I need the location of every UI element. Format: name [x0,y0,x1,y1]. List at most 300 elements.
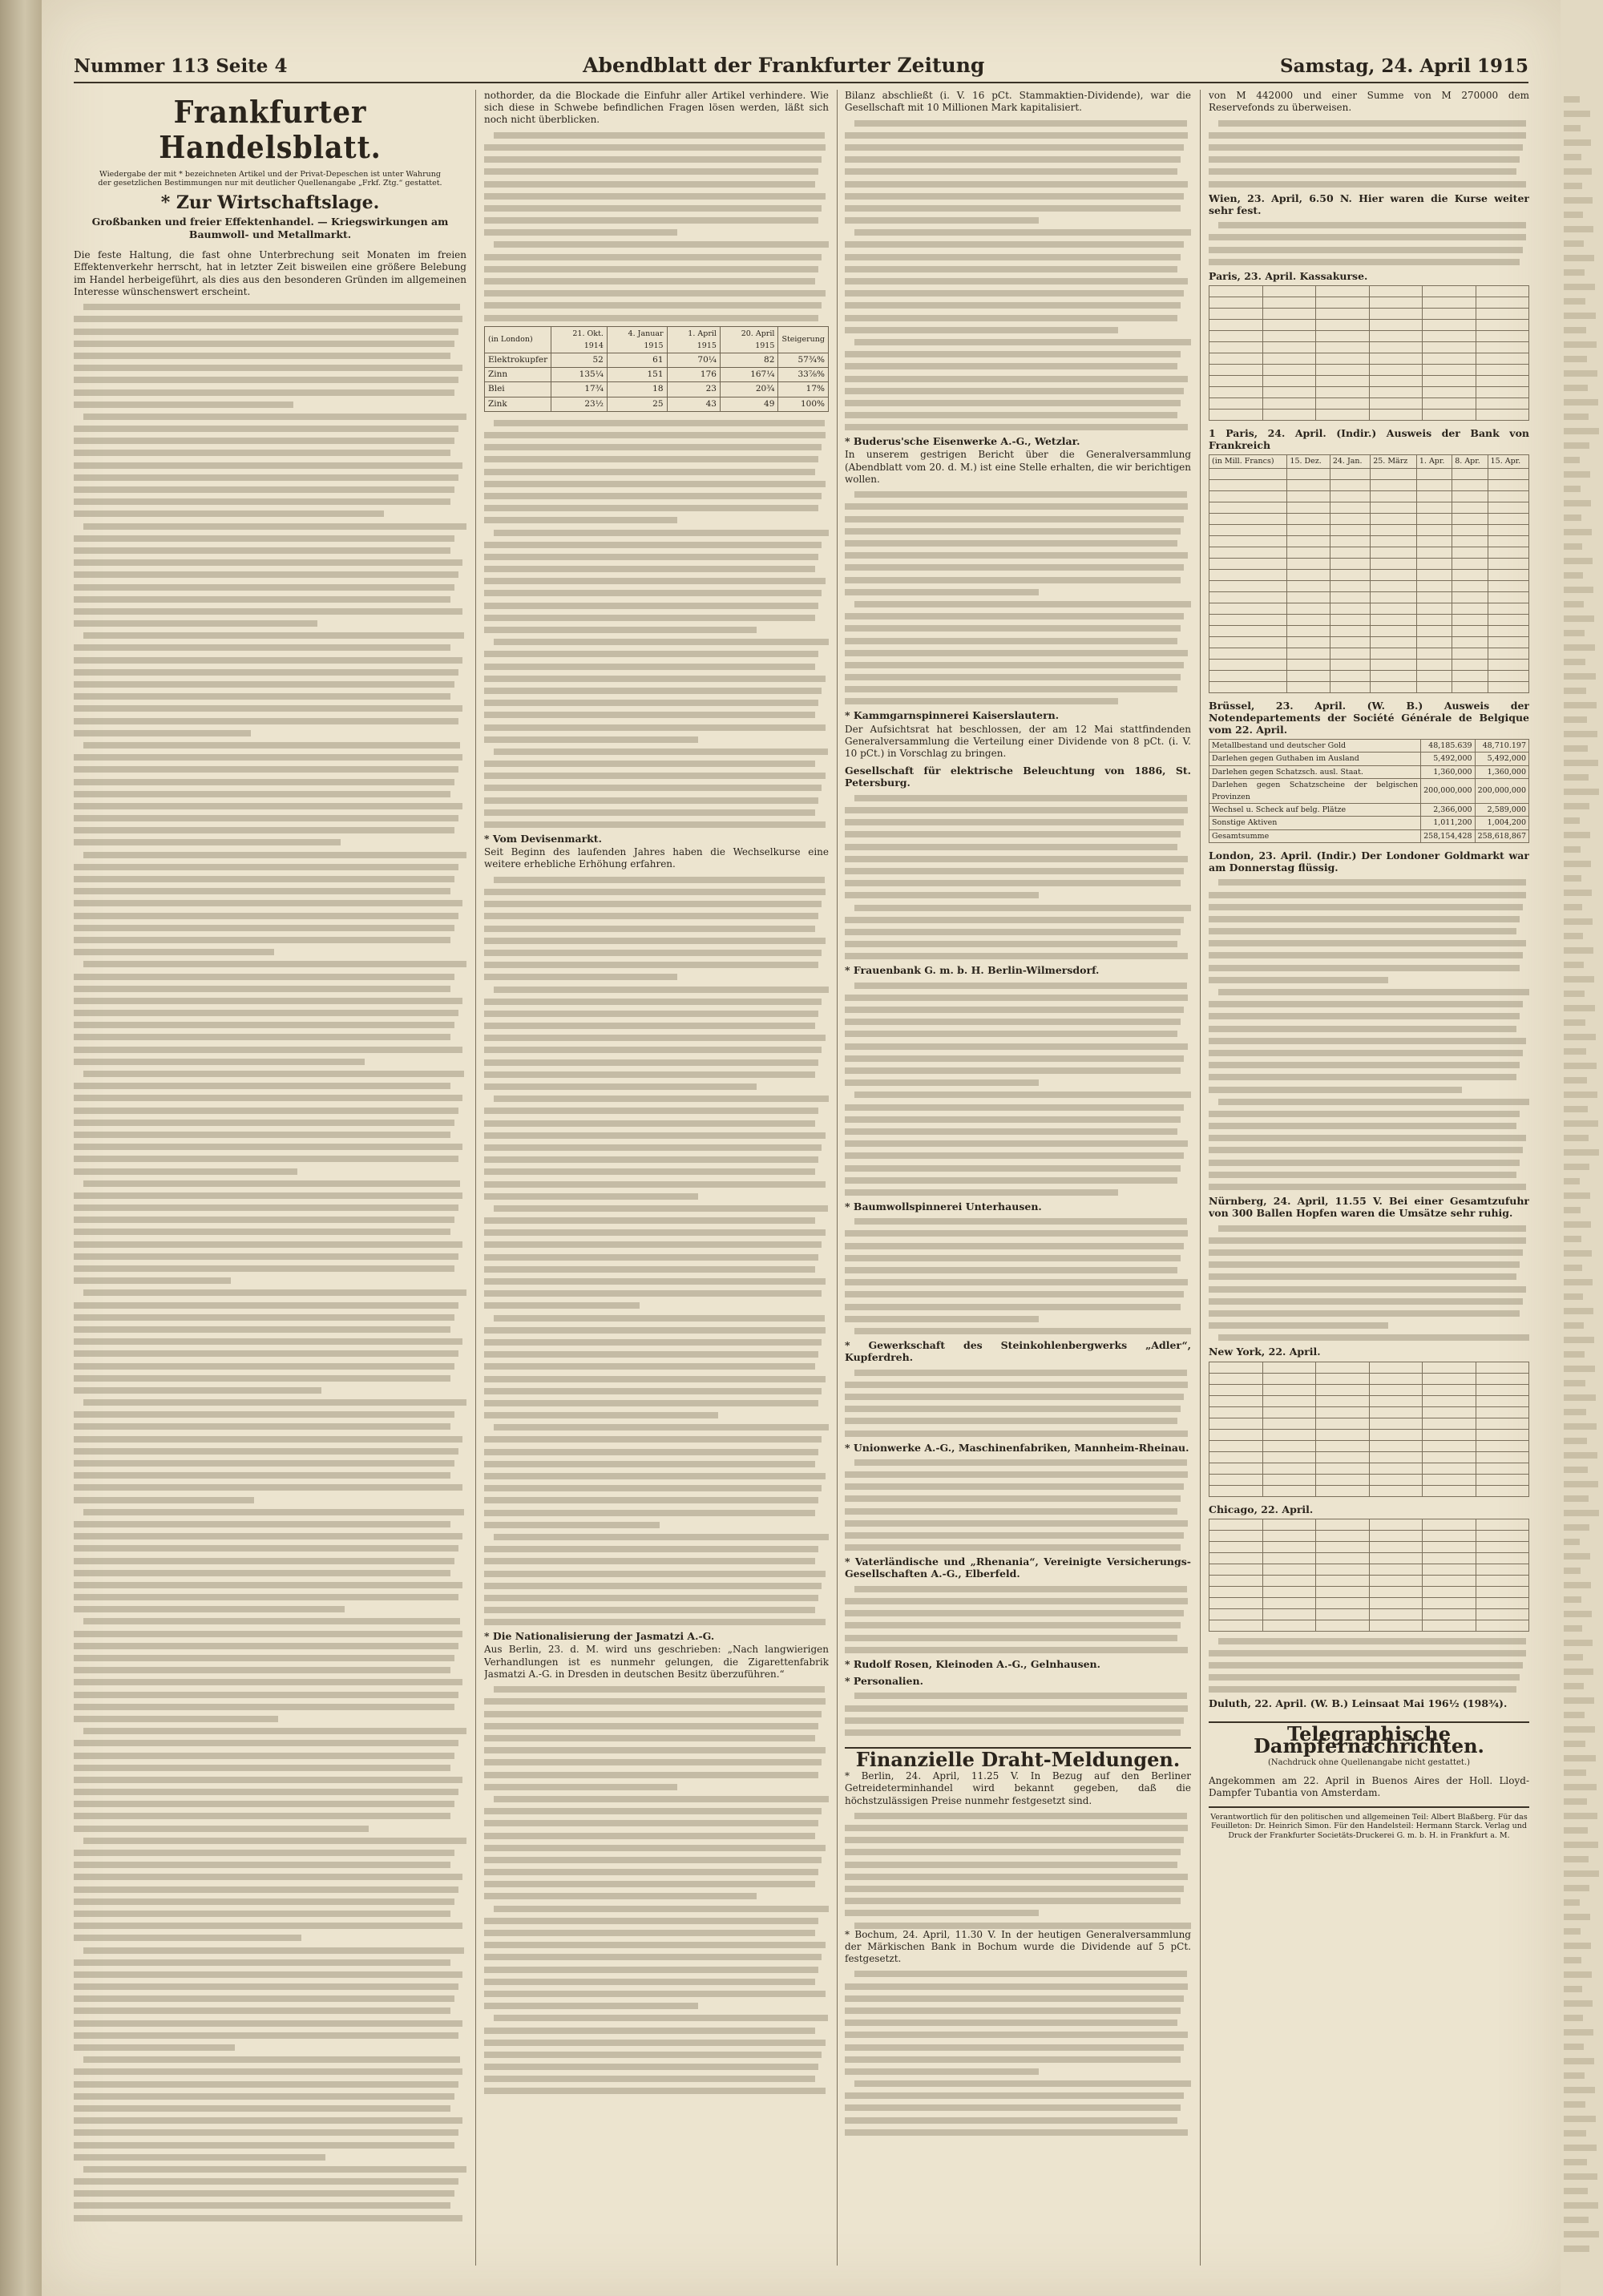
table-cell [1330,468,1370,479]
table-header: 8. Apr. [1452,455,1488,468]
table-cell [1452,479,1488,490]
ghost-text-line [1564,428,1599,434]
body-text [845,1693,1191,1736]
text-line [74,1034,450,1040]
table-cell [1423,1474,1476,1485]
article-continuation: Bilanz abschließt (i. V. 16 pCt. Stammaktien-Dividende), war die Gesellschaft mit 10 Millionen Mark kapitalisiert. [845,90,1191,114]
text-line [74,474,458,481]
text-line [484,1351,818,1358]
text-line [484,266,818,272]
table-cell [1369,1395,1423,1406]
text-line [845,1729,1181,1736]
text-line [484,1979,815,1985]
table-row [1209,804,1529,817]
body-text [74,304,466,2221]
table-row [1209,740,1529,753]
table-cell [1316,1564,1370,1575]
text-line [1209,1074,1516,1080]
text-line [484,554,818,560]
table-cell [1476,397,1529,409]
table-row [1209,765,1529,778]
table-cell [1287,591,1330,603]
table-cell [1423,308,1476,319]
text-line [484,1595,818,1601]
text-line [484,493,822,499]
text-line [1209,1662,1523,1669]
table-cell [1262,1418,1316,1429]
table-cell: 82 [720,353,777,368]
table-cell [1262,1597,1316,1608]
text-line [1209,1322,1388,1329]
table-cell [1262,353,1316,364]
text-line [845,1495,1181,1502]
ghost-text-line [1564,1077,1587,1083]
ghost-text-line [1564,1394,1596,1401]
table-cell [1371,468,1417,479]
table-cell [1209,1620,1263,1631]
text-line [845,807,1188,813]
text-line [484,1217,815,1224]
text-line [74,1533,462,1539]
table-cell [1287,636,1330,648]
text-line [74,1886,458,1893]
table-cell [1262,375,1316,386]
ghost-text-line [1564,1092,1597,1098]
table-cell [1488,479,1528,490]
table-cell [1416,681,1452,692]
text-line [74,2081,458,2088]
text-line [74,2154,325,2161]
table-cell [1287,558,1330,569]
ghost-text-line [1564,2246,1589,2252]
table-cell [1423,330,1476,341]
text-line [845,1019,1181,1025]
text-line [1209,247,1523,253]
text-line [845,1532,1184,1539]
text-line [74,1436,462,1443]
table-cell: 17% [778,382,829,397]
text-line [484,1747,826,1753]
ghost-text-line [1564,1885,1589,1891]
text-line [845,1610,1184,1616]
ghost-text-line [1564,2101,1585,2108]
ghost-text-line [1564,327,1586,333]
ghost-text-line [1564,1957,1581,1963]
ghost-text-line [1564,1207,1581,1213]
table-cell [1262,1530,1316,1541]
text-line [74,389,454,396]
reprint-note: (Nachdruck ohne Quellenangabe nicht gestattet.) [1267,1758,1471,1768]
ghost-text-line [1564,1452,1597,1459]
text-line [1209,156,1520,163]
body-text [845,491,1191,704]
text-line [845,929,1181,935]
table-row [1209,490,1529,502]
text-line [854,1092,1191,1098]
text-line [494,2015,828,2021]
ghost-text-line [1564,630,1585,636]
table-cell [1287,603,1330,614]
table-cell [1330,603,1370,614]
text-line [845,1152,1184,1159]
text-line [494,1686,825,1693]
ghost-text-line [1564,125,1581,131]
text-line [74,1582,462,1588]
text-line [74,1801,454,1807]
table-cell [1209,319,1263,330]
table-cell [1423,319,1476,330]
table-cell: 48,185.639 [1421,740,1475,753]
text-line [74,1192,462,1199]
table-row [1209,778,1529,803]
ghost-text-line [1564,255,1594,261]
text-line [74,1606,345,1612]
text-line [74,1704,454,1710]
table-row [1209,1586,1529,1597]
text-line [484,1229,826,1236]
text-line [74,341,454,347]
text-line [484,1723,818,1729]
text-line [854,905,1191,911]
text-line [1209,916,1520,922]
table-cell [1330,591,1370,603]
body-text [1209,1638,1529,1693]
text-line [484,1193,698,1200]
table-cell: 18 [607,382,667,397]
ghost-text-line [1564,168,1592,175]
text-line [1209,234,1526,240]
table-cell [1262,330,1316,341]
table-row [1209,1541,1529,1552]
article-title: * Zur Wirtschaftslage. [160,192,380,213]
text-line [1209,1650,1526,1656]
text-line [484,205,822,212]
text-line [484,590,822,596]
text-line [484,1120,815,1127]
table-cell [1330,479,1370,490]
text-line [845,1279,1188,1285]
table-cell [1316,1440,1370,1451]
text-line [74,2129,458,2136]
text-line [845,844,1177,850]
table-cell [1423,1519,1476,1530]
ghost-text-line [1564,1568,1581,1574]
table-row [1209,558,1529,569]
body-text [484,132,829,321]
text-line [845,2020,1177,2026]
ghost-text-line [1564,2159,1587,2165]
text-line [74,1059,365,1065]
text-line [74,1120,454,1126]
table-row [485,368,829,382]
text-line [74,559,462,566]
text-line [845,2007,1181,2014]
table-cell [1209,1451,1263,1463]
text-line [845,577,1181,583]
text-line [1209,1184,1526,1190]
text-line [74,1558,454,1564]
text-line [1209,1286,1526,1293]
table-cell [1209,330,1263,341]
text-line [83,1180,460,1187]
table-cell: 23 [667,382,720,397]
text-line [74,779,454,785]
table-row [1209,353,1529,364]
table-cell [1452,468,1488,479]
table-row [1209,297,1529,308]
table-row [1209,308,1529,319]
table-cell [1452,636,1488,648]
text-line [74,1594,458,1600]
text-line [74,803,462,809]
column-rule [837,90,838,2266]
table-cell [1316,1608,1370,1620]
table-cell [1488,547,1528,558]
table-cell [1371,625,1417,636]
text-line [494,1205,828,1212]
table-cell [1209,681,1287,692]
text-line [484,517,677,523]
table-row [1209,330,1529,341]
text-line [484,1735,815,1741]
ghost-text-line [1564,644,1595,651]
text-line [845,412,1177,418]
ghost-text-line [1564,731,1597,737]
table-cell [1476,1395,1529,1406]
table-cell: Gesamtsumme [1209,829,1421,842]
ghost-text-line [1564,1495,1589,1502]
text-line [74,498,450,505]
ghost-text-line [1564,1928,1581,1935]
text-line [484,627,757,633]
text-line [1218,1225,1526,1232]
article-continuation: nothorder, da die Blockade die Einfuhr aller Artikel verhindere. Wie sich diese in Schwebe befindlichen Fragen lösen werden, läßt sich noch nicht überblicken. [484,90,829,126]
text-line [1218,1638,1526,1644]
table-cell [1330,580,1370,591]
text-line [74,1363,454,1370]
table-cell [1369,308,1423,319]
ghost-text-line [1564,2087,1595,2093]
table-cell [1209,386,1263,397]
text-line [845,2117,1177,2124]
text-line [845,995,1188,1001]
ghost-text-line [1564,933,1583,939]
article-heading: * Kammgarnspinnerei Kaiserslautern. [845,709,1060,722]
table-cell [1209,1597,1263,1608]
table-cell [1423,397,1476,409]
text-line [1209,1026,1516,1032]
text-line [484,1546,818,1552]
table-cell [1416,490,1452,502]
ghost-text-line [1564,803,1589,809]
text-line [83,1399,466,1406]
body-text [845,1971,1191,2135]
text-line [484,1156,818,1163]
text-line [484,1954,822,1960]
text-line [845,1291,1184,1297]
text-line [845,1995,1184,2002]
text-line [484,1047,822,1053]
ghost-text-line [1564,313,1596,319]
body-text [484,420,829,828]
text-line [845,1189,1118,1196]
text-line [74,1375,450,1382]
text-line [484,1327,826,1334]
text-line [845,254,1181,260]
table-cell [1416,614,1452,625]
text-line [74,2190,454,2197]
text-line [845,650,1188,656]
table-cell [1330,502,1370,513]
metal-prices-table [484,326,829,412]
ghost-text-line [1564,2188,1588,2194]
ghost-text-line [1564,414,1589,420]
text-line [83,1509,464,1515]
text-line [484,1772,818,1778]
table-cell [1209,625,1287,636]
text-line [74,1679,462,1685]
body-text [1209,1225,1529,1342]
ghost-text-line [1564,226,1593,232]
text-line [484,1449,818,1455]
article-heading: * Rudolf Rosen, Kleinoden A.-G., Gelnhausen. [845,1657,1100,1670]
ghost-text-line [1564,817,1580,824]
text-line [484,1059,818,1066]
text-line [484,962,818,968]
article-lead: Seit Beginn des laufenden Jahres haben die Wechselkurse eine weitere erhebliche Erhöhung erfahren. [484,846,829,870]
table-cell [1209,1474,1263,1485]
text-line [845,880,1181,886]
text-line [845,1177,1177,1184]
table-cell [1476,1575,1529,1586]
ghost-text-line [1564,1337,1594,1343]
table-cell: Zinn [485,368,551,382]
text-line [74,1022,454,1028]
table-cell [1369,353,1423,364]
ghost-text-line [1564,1899,1580,1906]
text-line [854,1586,1187,1592]
text-line [1209,1147,1523,1153]
article-heading: * Gewerkschaft des Steinkohlenbergwerks „Adler“, Kupferdreh. [845,1338,1191,1364]
article-heading: * Die Nationalisierung der Jasmatzi A.-G. [484,1630,715,1643]
table-cell [1262,1620,1316,1631]
text-line [845,1406,1181,1412]
table-cell [1371,614,1417,625]
text-line [74,681,454,688]
text-line [74,2105,450,2112]
text-line [83,632,464,639]
text-line [74,1692,458,1698]
text-line [1218,120,1526,127]
table-cell [1371,479,1417,490]
table-cell: Metallbestand und deutscher Gold [1209,740,1421,753]
table-row [1209,1608,1529,1620]
table-row [1209,1395,1529,1406]
table-cell [1330,614,1370,625]
table-cell [1476,353,1529,364]
text-line [484,1820,818,1826]
text-line [74,937,450,943]
table-cell [1209,375,1263,386]
table-cell [1209,502,1287,513]
text-line [484,688,822,694]
text-line [845,193,1184,200]
text-line [74,1911,450,1917]
text-line [484,1833,815,1839]
table-cell [1416,558,1452,569]
table-header: 20. April 1915 [720,326,777,353]
table-cell [1488,513,1528,524]
text-line [845,1304,1181,1310]
adjacent-page-edge [1561,0,1603,2296]
table-cell [1287,502,1330,513]
table-cell [1423,341,1476,353]
table-cell: 70¼ [667,353,720,368]
text-line [845,217,1039,224]
text-line [484,1132,826,1139]
table-row [1209,1406,1529,1418]
text-line [74,693,450,700]
text-line [74,1631,462,1637]
table-cell [1423,409,1476,420]
text-line [484,1930,815,1936]
table-cell [1316,1530,1370,1541]
text-line [74,1923,462,1929]
table-cell [1452,569,1488,580]
ghost-text-line [1564,1279,1593,1285]
market-report-heading: Wien, 23. April, 6.50 N. Hier waren die Kurse weiter sehr fest. [1209,192,1529,216]
table-cell [1369,397,1423,409]
table-cell [1209,1463,1263,1474]
ghost-text-line [1564,962,1584,968]
table-cell: 43 [667,397,720,411]
body-text [845,1586,1191,1653]
text-line [484,700,818,706]
table-cell [1262,1564,1316,1575]
table-row [1209,1463,1529,1474]
text-line [484,1759,822,1765]
table-cell [1369,1384,1423,1395]
table-cell [1476,297,1529,308]
market-report-heading: Paris, 23. April. Kassakurse. [1209,269,1368,282]
text-line [854,983,1187,989]
column-1 [74,90,466,2270]
table-cell [1423,1530,1476,1541]
table-cell [1369,409,1423,420]
ghost-text-line [1564,1250,1592,1257]
ghost-text-line [1564,370,1597,377]
text-line [74,2044,235,2051]
table-cell [1330,513,1370,524]
text-line [74,316,462,322]
text-line [484,664,815,670]
table-cell [1316,1395,1370,1406]
text-line [845,241,1184,248]
ghost-text-line [1564,2202,1598,2209]
text-line [83,1728,466,1734]
table-cell [1452,490,1488,502]
text-line [845,1079,1039,1086]
ghost-text-line [1564,1596,1581,1603]
table-cell [1369,1440,1423,1451]
text-line [845,1104,1184,1111]
table-cell [1287,648,1330,659]
text-line [1218,1099,1529,1105]
ghost-text-line [1564,2116,1596,2122]
table-cell [1316,341,1370,353]
table-cell [1209,364,1263,375]
ghost-text-line [1564,154,1581,160]
